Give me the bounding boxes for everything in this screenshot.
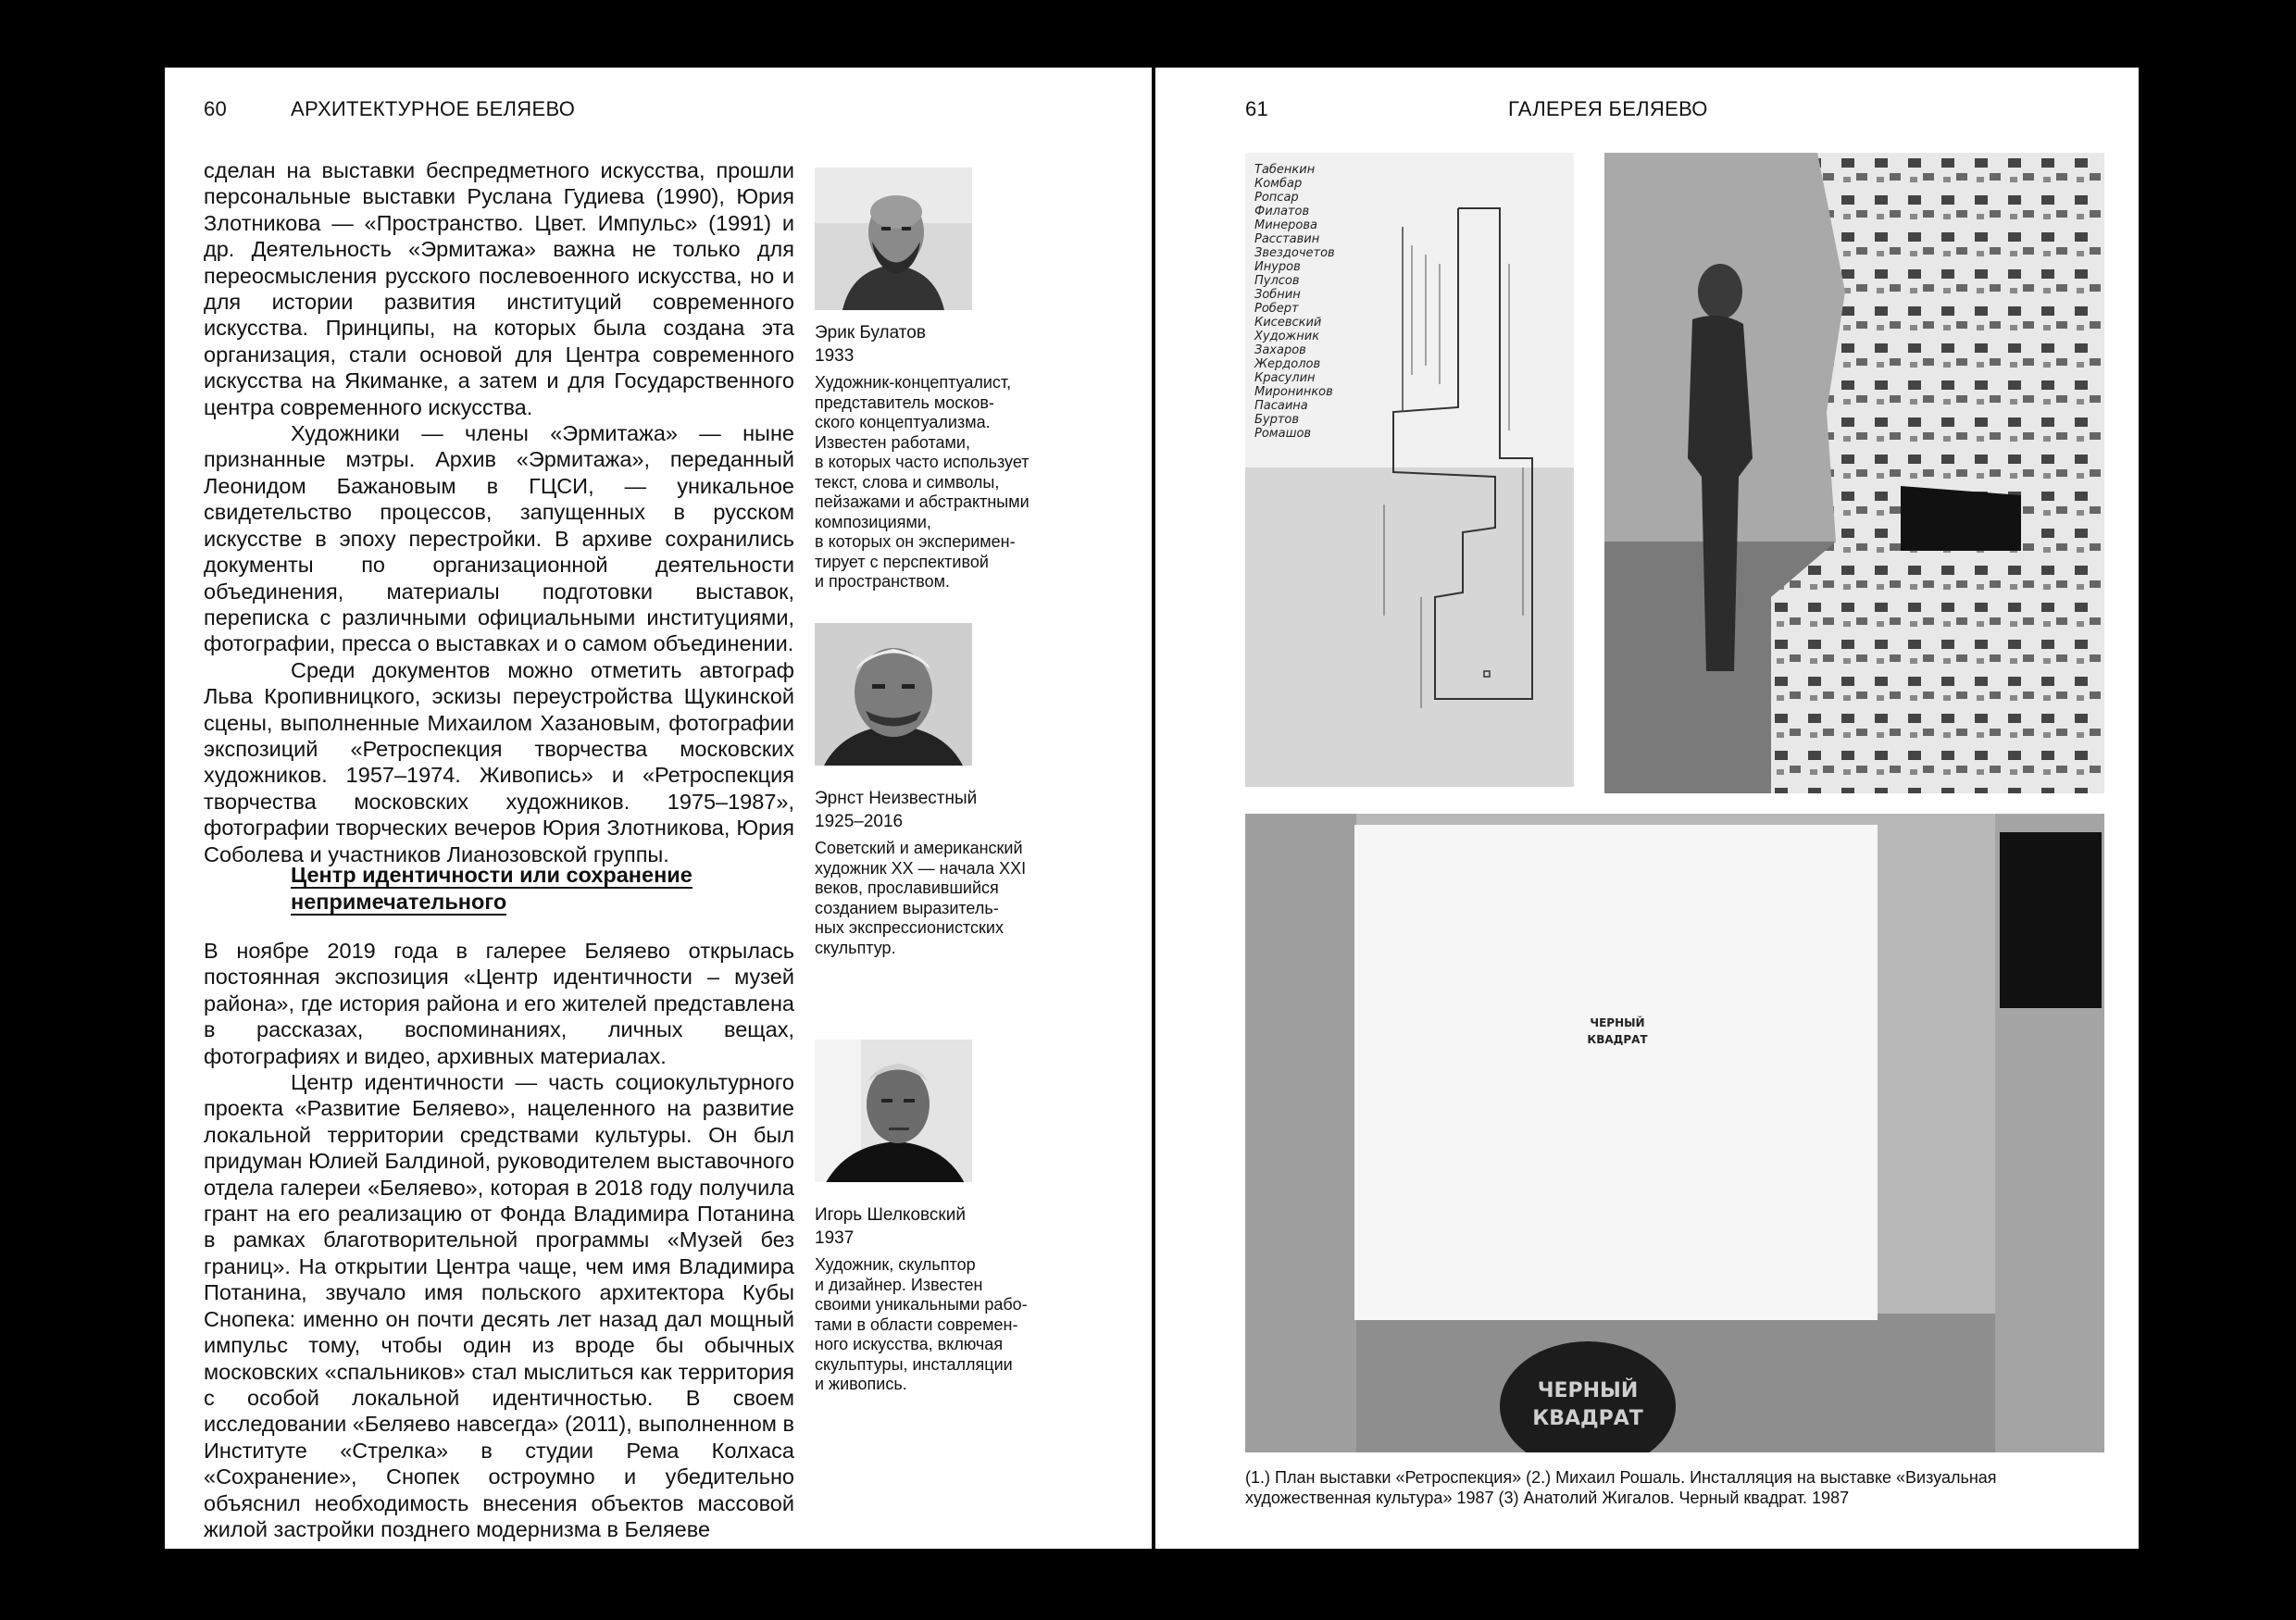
book-spine [1152, 68, 1154, 1549]
plan-annotation: Расставин [1254, 232, 1320, 246]
section-heading [291, 862, 717, 916]
plan-annotation: Табенкин [1254, 163, 1316, 177]
portrait-year: 1925–2016 [815, 812, 904, 831]
portrait-name: Эрнст Неизвестный [815, 789, 978, 808]
left-page [165, 68, 1153, 1549]
plan-annotation: Кисевский [1254, 316, 1322, 330]
page-number-right: 61 [1245, 97, 1269, 120]
running-title-right: ГАЛЕРЕЯ БЕЛЯЕВО [1508, 97, 1708, 120]
black-square-photo [1245, 814, 2104, 1452]
page-number-left: 60 [204, 97, 228, 120]
portrait-description: Советский и американский художник XX — начала XXI веков, прославившийся созданием выразитель- ных экспрессионистских скульптур. [815, 839, 1027, 957]
portrait-photo-neizvestny [815, 623, 972, 766]
main-text-section-1 [204, 157, 794, 867]
plan-annotation: Комбар [1254, 177, 1303, 191]
paragraph: Центр идентичности — часть социокультурного проекта «Развитие Беляево», нацеленного на развитие локальной территории средствами культуры. Он был придуман Юлией Балдиной, руководителем выставочного отдела галереи «Беляево», которая в 2018 году получила грант на его реализацию от Фонда Владимира Потанина в рамках благотворительной программы «Музей без границ». На открытии Центра чаще, чем имя Владимира Потанина, звучало имя польского архитектора Кубы Снопека: именно он почти десять лет назад дал мощный импульс тому, чтобы один из вроде бы обычных московских «спальников» стал мыслиться как территория с особой локальной идентичностью. В своем исследовании «Беляево навсегда» (2011), выполненном в Институте «Стрелка» в студии Рема Колхаса «Сохранение», Снопек остроумно и убедительно объяснил необходимость внесения объектов массовой жилой застройки позднего модернизма в Беляеве [204, 1070, 794, 1541]
portrait-photo-shelkovsky [815, 1040, 972, 1182]
portrait-name: Игорь Шелковский [815, 1205, 966, 1225]
section-heading-line1: Центр идентичности или сохранение [291, 863, 693, 887]
painting-label-line1: ЧЕРНЫЙ [1590, 1016, 1645, 1029]
portrait-photo-bulatov [815, 168, 972, 310]
plan-annotation: Звездочетов [1254, 246, 1335, 260]
paragraph: сделан на выставки беспредметного искусства, прошли персональные выставки Руслана Гудиева (1990), Юрия Злотникова — «Пространство. Цвет. Импульс» (1991) и др. Деятельность «Эрмитажа» важна не только для переосмысления русского послевоенного искусства, но и для истории развития институций современного искусства. Принципы, на которых была создана эта организация, стали основой для Центра современного искусства на Якиманке, а затем и для Государственного центра современного искусства. [204, 158, 794, 419]
plan-annotation: Зобнин [1254, 288, 1301, 302]
plan-annotation: Захаров [1254, 343, 1306, 357]
plan-annotation: Ромашов [1254, 427, 1312, 441]
plan-annotation: Жердолов [1254, 357, 1321, 371]
installation-photo [1604, 153, 2104, 793]
plan-annotation: Пулсов [1254, 274, 1300, 288]
portrait-name: Эрик Булатов [815, 323, 926, 343]
plan-annotation: Красулин [1254, 371, 1316, 385]
plan-annotation: Филатов [1254, 205, 1310, 218]
paragraph: Художники — члены «Эрмитажа» — ныне признанные мэтры. Архив «Эрмитажа», переданный Леонидом Бажановым в ГЦСИ, — уникальное свидетельство процессов, запущенных в русском искусстве в эпоху перестройки. В архиве сохранились документы по организационной деятельности объединения, материалы подготовки выставок, переписка с различными официальными институциями, фотографии, пресса о выставках и о самом объединении. [204, 421, 794, 656]
plan-annotation: Ропсар [1254, 191, 1299, 205]
plan-annotation: Инуров [1254, 260, 1301, 274]
portrait-year: 1937 [815, 1228, 855, 1248]
plan-annotation: Минерова [1254, 218, 1317, 232]
sack-label-line1: ЧЕРНЫЙ [1537, 1379, 1639, 1402]
main-text-section-2 [204, 938, 794, 1542]
painting-label-line2: КВАДРАТ [1587, 1033, 1648, 1046]
section-heading-line2: непримечательного [291, 890, 507, 914]
paragraph: Среди документов можно отметить автограф Льва Кропивницкого, эскизы переустройства Щукинской сцены, выполненные Михаилом Хазановым, фотографии экспозиций «Ретроспекция творчества московских художников. 1957–1974. Живопись» и «Ретроспекция творчества московских художников. 1975–1987», фотографии творческих вечеров Юрия Злотникова, Юрия Соболева и участников Лианозовской группы. [204, 657, 794, 866]
right-page [1155, 68, 2139, 1549]
exhibition-plan-photo [1245, 153, 1574, 787]
portrait-year: 1933 [815, 346, 855, 366]
sack-label-line2: КВАДРАТ [1532, 1407, 1643, 1430]
paragraph: В ноябре 2019 года в галерее Беляево открылась постоянная экспозиция «Центр идентичности – музей района», где история района и его жителей представлена в рассказах, воспоминаниях, личных вещах, фотографиях и видео, архивных материалах. [204, 939, 794, 1068]
portrait-description: Художник, скульптор и дизайнер. Известен своими уникальными рабо- тами в области современ- ного искусства, включая скульптуры, инсталляции и живопись. [815, 1255, 1028, 1393]
plan-annotation: Миронинков [1254, 385, 1333, 399]
running-title-left: АРХИТЕКТУРНОЕ БЕЛЯЕВО [291, 97, 576, 120]
portrait-description: Художник-концептуалист, представитель москов- ского концептуализма. Известен работами, в которых часто использует текст, слова и символы, пейзажами и абстрактными композициями, в которых он эксперимен- тирует с перспективой и пространством. [815, 373, 1029, 591]
plan-annotation: Художник [1254, 330, 1320, 343]
plan-annotation: Пасаина [1254, 399, 1308, 413]
plan-annotation: Буртов [1254, 413, 1300, 427]
figure-caption: (1.) План выставки «Ретроспекция» (2.) Михаил Рошаль. Инсталляция на выставке «Визуальная художественная культура» 1987 (3) Анатолий Жигалов. Черный квадрат. 1987 [1245, 1468, 1997, 1507]
plan-annotation: Роберт [1254, 302, 1299, 316]
